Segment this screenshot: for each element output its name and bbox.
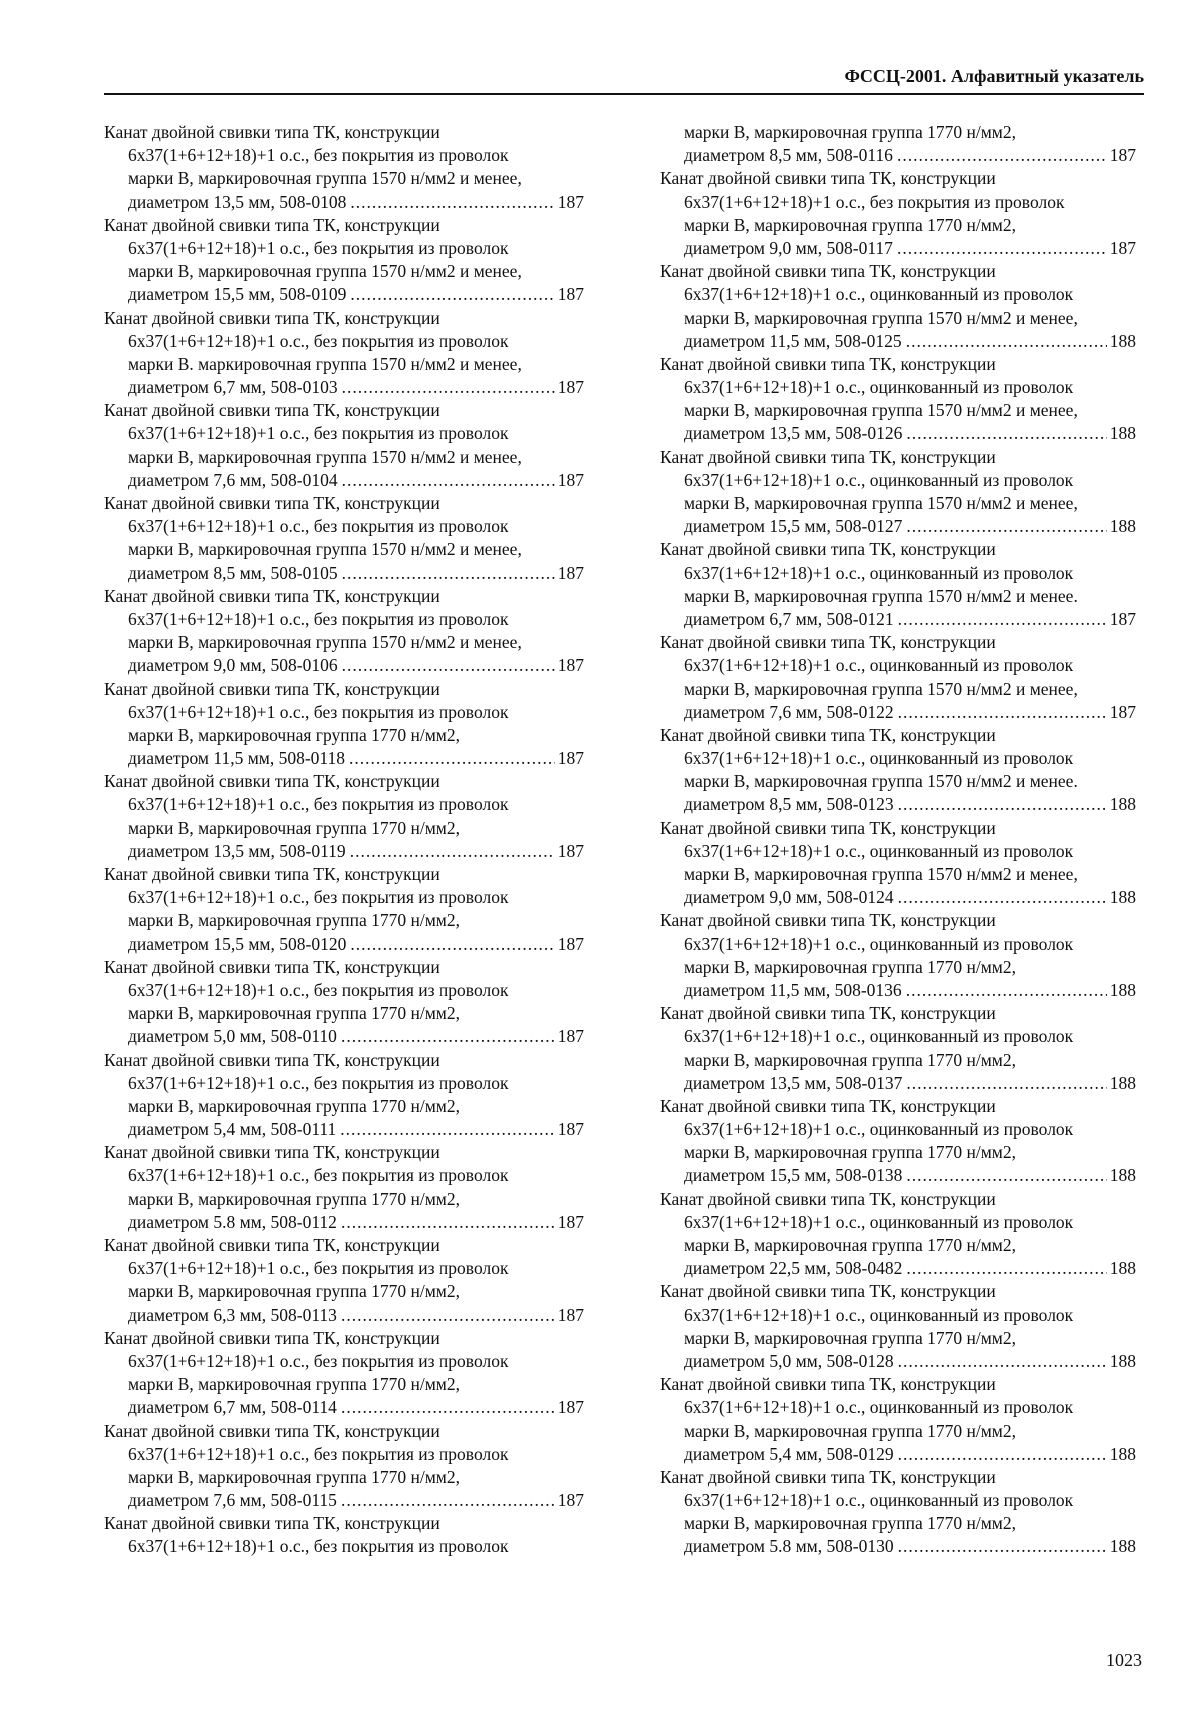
dot-leader [898,701,1107,724]
entry-diameter-code: диаметром 11,5 мм, 508-0125 [684,330,902,351]
entry-last-line [660,144,1136,167]
entry-last-line [660,1072,1136,1095]
entry-diameter-code: диаметром 7,6 мм, 508-0115 [128,1490,337,1511]
index-entry [104,492,584,585]
entry-line: 6x37(1+6+12+18)+1 о.с., оцинкованный из проволок [684,1397,1074,1418]
index-entry [660,1002,1136,1095]
entry-last-line [104,376,584,399]
entry-diameter-code: диаметром 6,7 мм, 508-0103 [128,377,338,398]
index-entry [660,1095,1136,1188]
entry-diameter-code: диаметром 15,5 мм, 508-0120 [128,933,347,954]
entry-diameter-code: диаметром 8,5 мм, 508-0123 [684,794,894,815]
index-entry [104,1327,584,1420]
entry-diameter-code: диаметром 5,4 мм, 508-0129 [684,1443,894,1464]
entry-line: 6x37(1+6+12+18)+1 о.с., оцинкованный из проволок [684,469,1074,490]
entry-line: 6x37(1+6+12+18)+1 о.с., оцинкованный из проволок [684,1211,1074,1232]
entry-title-line: Канат двойной свивки типа ТК, конструкции [660,1003,996,1024]
index-entry [660,1280,1136,1373]
dot-leader [350,840,555,863]
entry-line: 6x37(1+6+12+18)+1 о.с., без покрытия из проволок [128,423,509,444]
entry-line: 6x37(1+6+12+18)+1 о.с., оцинкованный из проволок [684,284,1074,305]
entry-last-line [104,1489,584,1512]
entry-diameter-code: диаметром 8,5 мм, 508-0105 [128,562,338,583]
dot-leader [349,747,555,770]
entry-title-line: Канат двойной свивки типа ТК, конструкции [660,168,996,189]
entry-diameter-code: диаметром 7,6 мм, 508-0104 [128,469,338,490]
entry-title-line: Канат двойной свивки типа ТК, конструкции [660,1374,996,1395]
entry-diameter-code: диаметром 6,7 мм, 508-0121 [684,608,894,629]
entry-line: 6x37(1+6+12+18)+1 о.с., без покрытия из проволок [128,887,509,908]
entry-last-line [104,1304,584,1327]
entry-page-ref: 188 [1109,979,1136,1000]
entry-line: марки В, маркировочная группа 1770 н/мм2, [684,1327,1016,1348]
index-entry [660,446,1136,539]
entry-line: 6x37(1+6+12+18)+1 о.с., оцинкованный из проволок [684,933,1074,954]
dot-leader [898,1443,1107,1466]
entry-last-line [660,1350,1136,1373]
entry-title-line: Канат двойной свивки типа ТК, конструкции [660,539,996,560]
entry-line: марки В, маркировочная группа 1770 н/мм2, [684,1049,1016,1070]
entry-diameter-code: диаметром 13,5 мм, 508-0108 [128,191,347,212]
entry-line: марки В, маркировочная группа 1570 н/мм2 и менее, [128,168,522,189]
entry-page-ref: 187 [557,1026,584,1047]
entry-title-line: Канат двойной свивки типа ТК, конструкции [104,585,440,606]
entry-line: 6x37(1+6+12+18)+1 о.с., без покрытия из проволок [128,145,509,166]
entry-line: марки В, маркировочная группа 1770 н/мм2, [684,1235,1016,1255]
entry-last-line [104,469,584,492]
entry-title-line: Канат двойной свивки типа ТК, конструкции [104,1420,440,1441]
entry-page-ref: 187 [557,933,584,954]
entry-title-line: Канат двойной свивки типа ТК, конструкции [104,771,440,792]
dot-leader [350,283,554,306]
entry-diameter-code: диаметром 15,5 мм, 508-0138 [684,1165,903,1186]
dot-leader [341,1211,555,1234]
entry-page-ref: 188 [1109,1350,1136,1371]
entry-page-ref: 187 [1109,145,1136,166]
entry-last-line [660,1535,1136,1558]
entry-page-ref: 187 [1109,608,1136,629]
entry-line: марки В, маркировочная группа 1570 н/мм2 и менее. [684,585,1078,606]
entry-diameter-code: диаметром 5,0 мм, 508-0128 [684,1350,894,1371]
index-entry [104,307,584,400]
entry-title-line: Канат двойной свивки типа ТК, конструкции [660,1188,996,1209]
entry-title-line: Канат двойной свивки типа ТК, конструкции [104,956,440,977]
entry-last-line [104,747,584,770]
entry-page-ref: 188 [1109,1258,1136,1279]
dot-leader [898,1535,1107,1558]
entry-diameter-code: диаметром 7,6 мм, 508-0122 [684,701,894,722]
entry-line: марки В, маркировочная группа 1770 н/мм2, [684,214,1016,235]
entry-line: 6x37(1+6+12+18)+1 о.с., оцинкованный из проволок [684,1304,1074,1325]
entry-last-line [104,933,584,956]
entry-diameter-code: диаметром 9,0 мм, 508-0106 [128,655,338,676]
entry-line: марки В, маркировочная группа 1770 н/мм2, [684,1420,1016,1441]
entry-line: 6x37(1+6+12+18)+1 о.с., без покрытия из проволок [128,1350,509,1371]
entry-line: марки В, маркировочная группа 1570 н/мм2 и менее. [684,771,1078,792]
entry-last-line [660,979,1136,1002]
entry-title-line: Канат двойной свивки типа ТК, конструкции [104,400,440,421]
dot-leader [342,469,555,492]
entry-line: марки В, маркировочная группа 1570 н/мм2 и менее, [684,493,1078,513]
dot-leader [898,886,1107,909]
entry-line: 6x37(1+6+12+18)+1 о.с., без покрытия из проволок [128,237,509,258]
entry-title-line: Канат двойной свивки типа ТК, конструкции [104,122,440,142]
dot-leader [342,654,555,677]
entry-title-line: Канат двойной свивки типа ТК, конструкции [660,1466,996,1487]
index-entry [104,1049,584,1142]
entry-last-line [104,283,584,306]
entry-line: марки В, маркировочная группа 1570 н/мм2 и менее, [128,632,522,653]
entry-page-ref: 187 [557,377,584,398]
entry-line: марки В, маркировочная группа 1770 н/мм2, [128,1281,460,1302]
index-entry [660,1466,1136,1559]
entry-page-ref: 188 [1109,1536,1136,1557]
index-entry [660,538,1136,631]
entry-line: 6x37(1+6+12+18)+1 о.с., без покрытия из проволок [128,1165,509,1186]
index-entry [104,863,584,956]
index-column-right [660,121,1136,1559]
entry-page-ref: 188 [1109,516,1136,537]
header-title: ФССЦ-2001. Алфавитный указатель [844,66,1144,86]
entry-last-line [104,562,584,585]
dot-leader [906,330,1107,353]
entry-page-ref: 187 [557,562,584,583]
index-entry [660,260,1136,353]
index-entry [660,909,1136,1002]
entry-title-line: Канат двойной свивки типа ТК, конструкции [660,1095,996,1116]
index-entry [104,585,584,678]
dot-leader [341,1025,555,1048]
entry-line: марки В. маркировочная группа 1570 н/мм2 и менее, [128,353,522,374]
entry-last-line [660,330,1136,353]
entry-last-line [104,840,584,863]
entry-page-ref: 187 [557,1211,584,1232]
entry-last-line [104,1211,584,1234]
entry-last-line [104,1025,584,1048]
index-entry [660,1373,1136,1466]
entry-diameter-code: диаметром 6,7 мм, 508-0114 [128,1397,337,1418]
entry-page-ref: 187 [557,191,584,212]
entry-line: 6x37(1+6+12+18)+1 о.с., без покрытия из проволок [128,608,509,629]
index-entry [104,956,584,1049]
entry-line: 6x37(1+6+12+18)+1 о.с., оцинкованный из проволок [684,1026,1074,1047]
index-entry [660,353,1136,446]
entry-page-ref: 187 [557,748,584,769]
entry-diameter-code: диаметром 22,5 мм, 508-0482 [684,1258,903,1279]
index-entry [104,678,584,771]
entry-page-ref: 187 [1109,701,1136,722]
entry-page-ref: 187 [1109,237,1136,258]
entry-diameter-code: диаметром 13,5 мм, 508-0137 [684,1072,903,1093]
entry-last-line [104,1396,584,1419]
entry-title-line: Канат двойной свивки типа ТК, конструкции [104,1513,440,1534]
entry-line: марки В, маркировочная группа 1770 н/мм2, [128,1095,460,1116]
entry-page-ref: 188 [1109,887,1136,908]
entry-last-line [660,886,1136,909]
dot-leader [906,422,1106,445]
entry-last-line [660,701,1136,724]
entry-page-ref: 188 [1109,330,1136,351]
index-entry [104,1141,584,1234]
entry-line: марки В, маркировочная группа 1770 н/мм2, [128,724,460,745]
entry-title-line: Канат двойной свивки типа ТК, конструкции [104,678,440,699]
entry-page-ref: 187 [557,284,584,305]
entry-line: марки В, маркировочная группа 1770 н/мм2, [128,817,460,838]
index-column-left [104,121,584,1559]
entry-line: марки В, маркировочная группа 1570 н/мм2 и менее, [684,678,1078,699]
entry-diameter-code: диаметром 13,5 мм, 508-0119 [128,840,346,861]
entry-title-line: Канат двойной свивки типа ТК, конструкции [104,1327,440,1348]
entry-line: 6x37(1+6+12+18)+1 о.с., без покрытия из проволок [128,330,509,351]
entry-title-line: Канат двойной свивки типа ТК, конструкции [660,632,996,653]
entry-line: 6x37(1+6+12+18)+1 о.с., без покрытия из проволок [128,1258,509,1279]
dot-leader [897,237,1107,260]
entry-line: 6x37(1+6+12+18)+1 о.с., без покрытия из проволок [128,1443,509,1464]
entry-last-line [104,191,584,214]
dot-leader [906,1072,1106,1095]
entry-title-line: Канат двойной свивки типа ТК, конструкции [660,724,996,745]
entry-last-line [660,793,1136,816]
entry-page-ref: 187 [557,1490,584,1511]
entry-line: марки В, маркировочная группа 1770 н/мм2, [684,122,1016,142]
entry-line: 6x37(1+6+12+18)+1 о.с., без покрытия из проволок [684,191,1065,212]
entry-diameter-code: диаметром 5.8 мм, 508-0130 [684,1536,894,1557]
dot-leader [350,191,554,214]
page-header [104,66,1144,94]
entry-diameter-code: диаметром 11,5 мм, 508-0136 [684,979,902,1000]
entry-line: 6x37(1+6+12+18)+1 о.с., оцинкованный из проволок [684,562,1074,583]
dot-leader [342,562,555,585]
entry-diameter-code: диаметром 5.8 мм, 508-0112 [128,1211,337,1232]
entry-page-ref: 187 [557,1397,584,1418]
dot-leader [898,608,1107,631]
entry-line: марки В, маркировочная группа 1570 н/мм2 и менее, [684,307,1078,328]
entry-line: марки В, маркировочная группа 1770 н/мм2, [128,910,460,931]
index-entry [104,121,584,214]
entry-line: 6x37(1+6+12+18)+1 о.с., без покрытия из проволок [128,1072,509,1093]
entry-last-line [660,1257,1136,1280]
header-rule [104,93,1144,95]
entry-page-ref: 188 [1109,423,1136,444]
entry-line: марки В, маркировочная группа 1570 н/мм2 и менее, [128,539,522,560]
dot-leader [341,1489,555,1512]
index-entry [660,817,1136,910]
entry-line: марки В, маркировочная группа 1570 н/мм2 и менее, [684,864,1078,884]
entry-line: марки В, маркировочная группа 1770 н/мм2, [684,956,1016,977]
entry-last-line [104,1118,584,1141]
index-entry [104,1512,584,1558]
page-number: 1023 [1106,1650,1142,1670]
entry-line: 6x37(1+6+12+18)+1 о.с., без покрытия из проволок [128,1536,509,1557]
entry-last-line [660,422,1136,445]
entry-title-line: Канат двойной свивки типа ТК, конструкции [104,493,440,513]
entry-diameter-code: диаметром 15,5 мм, 508-0109 [128,284,347,305]
entry-line: марки В, маркировочная группа 1570 н/мм2 и менее, [128,446,522,467]
dot-leader [898,793,1107,816]
entry-title-line: Канат двойной свивки типа ТК, конструкции [104,864,440,884]
entry-diameter-code: диаметром 11,5 мм, 508-0118 [128,748,346,769]
entry-line: 6x37(1+6+12+18)+1 о.с., без покрытия из проволок [128,701,509,722]
entry-page-ref: 188 [1109,1072,1136,1093]
dot-leader [350,933,554,956]
dot-leader [898,1350,1107,1373]
entry-line: марки В, маркировочная группа 1770 н/мм2, [128,1374,460,1395]
index-entry [660,1188,1136,1281]
entry-page-ref: 188 [1109,1443,1136,1464]
entry-page-ref: 187 [557,1119,584,1140]
dot-leader [906,1257,1106,1280]
index-entry [660,121,1136,167]
dot-leader [906,515,1106,538]
index-entry [660,631,1136,724]
entry-last-line [660,237,1136,260]
entry-diameter-code: диаметром 15,5 мм, 508-0127 [684,516,903,537]
dot-leader [341,1304,555,1327]
index-entry [660,167,1136,260]
entry-last-line [660,515,1136,538]
entry-title-line: Канат двойной свивки типа ТК, конструкции [660,446,996,467]
index-entry [104,770,584,863]
dot-leader [897,144,1107,167]
entry-line: марки В, маркировочная группа 1770 н/мм2, [128,1188,460,1209]
entry-diameter-code: диаметром 6,3 мм, 508-0113 [128,1304,337,1325]
entry-line: марки В, маркировочная группа 1770 н/мм2, [128,1003,460,1024]
entry-line: 6x37(1+6+12+18)+1 о.с., оцинкованный из проволок [684,655,1074,676]
entry-page-ref: 187 [557,655,584,676]
entry-line: 6x37(1+6+12+18)+1 о.с., оцинкованный из проволок [684,377,1074,398]
entry-page-ref: 187 [557,469,584,490]
index-entry [104,399,584,492]
entry-page-ref: 188 [1109,1165,1136,1186]
entry-diameter-code: диаметром 5,0 мм, 508-0110 [128,1026,337,1047]
dot-leader [906,1164,1106,1187]
entry-title-line: Канат двойной свивки типа ТК, конструкции [104,1049,440,1070]
entry-line: 6x37(1+6+12+18)+1 о.с., без покрытия из проволок [128,794,509,815]
entry-line: марки В, маркировочная группа 1770 н/мм2, [684,1513,1016,1534]
entry-title-line: Канат двойной свивки типа ТК, конструкции [104,1142,440,1163]
entry-line: 6x37(1+6+12+18)+1 о.с., оцинкованный из проволок [684,1119,1074,1140]
entry-diameter-code: диаметром 8,5 мм, 508-0116 [684,145,893,166]
entry-diameter-code: диаметром 9,0 мм, 508-0117 [684,237,893,258]
entry-line: 6x37(1+6+12+18)+1 о.с., без покрытия из проволок [128,979,509,1000]
entry-diameter-code: диаметром 9,0 мм, 508-0124 [684,887,894,908]
index-entry [660,724,1136,817]
dot-leader [906,979,1107,1002]
dot-leader [342,376,555,399]
index-entry [104,1234,584,1327]
entry-title-line: Канат двойной свивки типа ТК, конструкции [660,353,996,374]
entry-last-line [660,1443,1136,1466]
entry-title-line: Канат двойной свивки типа ТК, конструкции [660,261,996,282]
entry-line: 6x37(1+6+12+18)+1 о.с., оцинкованный из проволок [684,748,1074,769]
entry-title-line: Канат двойной свивки типа ТК, конструкции [660,910,996,931]
entry-diameter-code: диаметром 13,5 мм, 508-0126 [684,423,903,444]
entry-line: 6x37(1+6+12+18)+1 о.с., без покрытия из проволок [128,516,509,537]
entry-diameter-code: диаметром 5,4 мм, 508-0111 [128,1119,337,1140]
entry-last-line [660,608,1136,631]
entry-title-line: Канат двойной свивки типа ТК, конструкции [660,1281,996,1302]
entry-page-ref: 188 [1109,794,1136,815]
entry-last-line [104,654,584,677]
index-entry [104,214,584,307]
entry-page-ref: 187 [557,1304,584,1325]
dot-leader [341,1396,555,1419]
entry-line: 6x37(1+6+12+18)+1 о.с., оцинкованный из проволок [684,840,1074,861]
entry-line: марки В, маркировочная группа 1770 н/мм2, [128,1466,460,1487]
entry-title-line: Канат двойной свивки типа ТК, конструкции [104,307,440,328]
entry-line: марки В, маркировочная группа 1570 н/мм2 и менее, [684,400,1078,421]
dot-leader [340,1118,554,1141]
entry-title-line: Канат двойной свивки типа ТК, конструкции [104,214,440,235]
entry-title-line: Канат двойной свивки типа ТК, конструкции [104,1235,440,1255]
entry-last-line [660,1164,1136,1187]
entry-page-ref: 187 [557,840,584,861]
entry-title-line: Канат двойной свивки типа ТК, конструкции [660,817,996,838]
entry-line: 6x37(1+6+12+18)+1 о.с., оцинкованный из проволок [684,1490,1074,1511]
entry-line: марки В, маркировочная группа 1570 н/мм2 и менее, [128,261,522,282]
entry-line: марки В, маркировочная группа 1770 н/мм2, [684,1142,1016,1163]
index-entry [104,1420,584,1513]
